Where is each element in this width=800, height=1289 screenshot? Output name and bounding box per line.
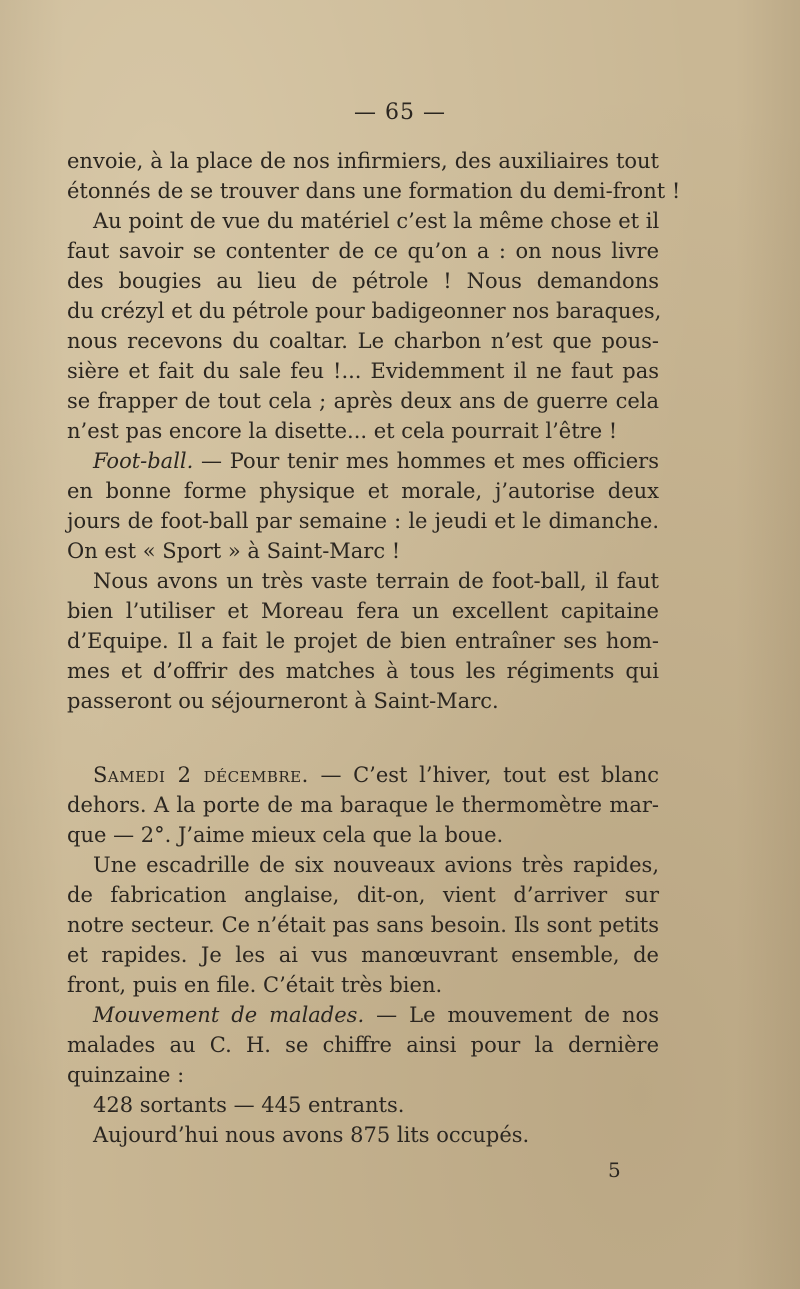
signature-mark: 5 xyxy=(608,1158,621,1182)
text-line: passeront ou séjourneront à Saint-Marc. xyxy=(67,689,499,713)
text-line: des bougies au lieu de pétrole ! Nous demandons xyxy=(67,269,659,293)
text-line: malades au C. H. se chiffre ainsi pour la dernière xyxy=(67,1033,659,1057)
text-line: notre secteur. Ce n’était pas sans besoin. Ils sont petits xyxy=(67,913,659,937)
text-line: quinzaine : xyxy=(67,1063,185,1087)
heading-football: Foot-ball. xyxy=(93,449,194,473)
text-line: nous recevons du coaltar. Le charbon n’est que pous- xyxy=(67,329,659,353)
section-gap xyxy=(67,716,659,760)
paragraph-date xyxy=(67,760,659,790)
text-line: front, puis en file. C’était très bien. xyxy=(67,973,443,997)
text-line: Aujourd’hui nous avons 875 lits occupés. xyxy=(93,1123,530,1147)
text-line: étonnés de se trouver dans une formation du demi-front ! xyxy=(67,179,681,203)
text-line: Pour tenir mes hommes et mes officiers xyxy=(229,449,659,473)
paragraph-malades xyxy=(67,1000,659,1030)
text-line: que — 2°. J’aime mieux cela que la boue. xyxy=(67,823,504,847)
text-line: — C’est l’hiver, tout est blanc xyxy=(320,763,659,787)
text-line: envoie, à la place de nos infirmiers, des auxiliaires tout xyxy=(67,149,659,173)
text-line: mes et d’offrir des matches à tous les régiments qui xyxy=(67,659,659,683)
text-line: Une escadrille de six nouveaux avions très rapides, xyxy=(93,853,659,877)
text-line: en bonne forme physique et morale, j’autorise deux xyxy=(67,479,659,503)
body-text xyxy=(67,146,681,1150)
heading-malades: Mouvement de malades. xyxy=(93,1003,365,1027)
text-line: dehors. A la porte de ma baraque le thermomètre mar- xyxy=(67,793,659,817)
text-line: et rapides. Je les ai vus manœuvrant ensemble, de xyxy=(67,943,659,967)
text-line: de fabrication anglaise, dit-on, vient d’arriver sur xyxy=(67,883,659,907)
text-line: faut savoir se contenter de ce qu’on a : on nous livre xyxy=(67,239,659,263)
text-line: d’Equipe. Il a fait le projet de bien entraîner ses hom- xyxy=(67,629,659,653)
text-line: du crézyl et du pétrole pour badigeonner nos baraques, xyxy=(67,299,662,323)
text-line: On est « Sport » à Saint-Marc ! xyxy=(67,539,401,563)
page-number: — 65 — xyxy=(354,100,446,125)
text-line: n’est pas encore la disette... et cela pourrait l’être ! xyxy=(67,419,618,443)
text-line: jours de foot-ball par semaine : le jeudi et le dimanche. xyxy=(67,509,659,533)
text-line: bien l’utiliser et Moreau fera un excellent capitaine xyxy=(67,599,659,623)
text-line: Au point de vue du matériel c’est la même chose et il xyxy=(93,209,660,233)
heading-date: Samedi 2 décembre. xyxy=(93,763,309,787)
text-line: sière et fait du sale feu !... Evidemment il ne faut pas xyxy=(67,359,659,383)
text-line: — Le mouvement de nos xyxy=(376,1003,659,1027)
paragraph-football: Foot-ball. — Pour tenir mes hommes et mes officiers xyxy=(93,449,659,473)
text-line: 428 sortants — 445 entrants. xyxy=(93,1093,405,1117)
text-line: Nous avons un très vaste terrain de foot-ball, il faut xyxy=(93,569,659,593)
text-line: se frapper de tout cela ; après deux ans de guerre cela xyxy=(67,389,659,413)
